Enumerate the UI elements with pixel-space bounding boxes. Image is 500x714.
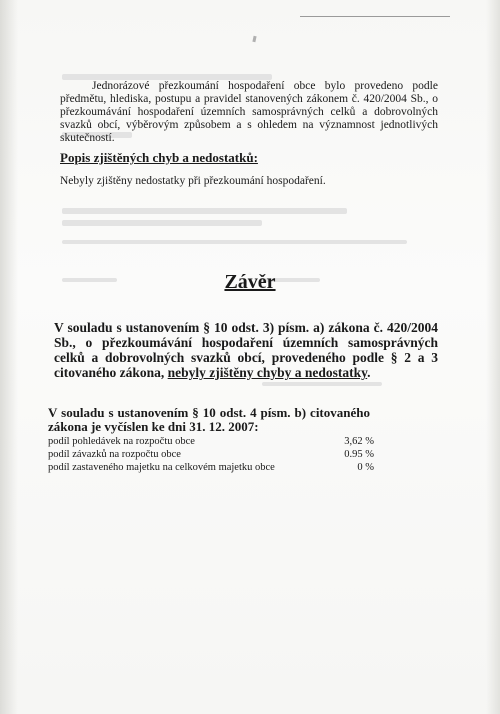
errors-section-text: Nebyly zjištěny nedostatky při přezkoumání hospodaření. bbox=[60, 175, 326, 187]
indicator-row bbox=[48, 462, 374, 473]
intro-paragraph: Jednorázové přezkoumání hospodaření obce bylo provedeno podle předmětu, hlediska, postupu a pravidel stanovených zákonem č. 420/2004 Sb., o přezkoumávání hospodaření územních samosprávných celků a dobrovolných svazků obcí, výběrovým způsobem a s ohledem na významnost jednotlivých skutečností. bbox=[60, 80, 438, 144]
indicator-value: 0 % bbox=[357, 462, 374, 473]
bleed-through-mark bbox=[62, 240, 407, 244]
conclusion-heading: Závěr bbox=[224, 271, 276, 293]
indicator-value: 3,62 % bbox=[344, 436, 374, 447]
indicator-row bbox=[48, 436, 374, 447]
bleed-through-mark bbox=[262, 382, 382, 386]
conclusion-paragraph bbox=[54, 320, 438, 380]
conclusion-paragraph-end: . bbox=[367, 365, 371, 380]
conclusion-result-underlined: nebyly zjištěny chyby a nedostatky bbox=[167, 365, 368, 380]
bleed-through-mark bbox=[62, 208, 347, 214]
indicator-label: podíl pohledávek na rozpočtu obce bbox=[48, 436, 195, 447]
conclusion-paragraph-lead: V souladu s ustanovením § 10 odst. 3) písm. a) zákona č. 420/2004 Sb., o přezkoumávání hospodaření územních samosprávných celků a dobrovolných svazků obcí, provedeného podle § 2 a 3 citovaného zákona, bbox=[54, 320, 438, 380]
indicator-label: podíl závazků na rozpočtu obce bbox=[48, 449, 181, 460]
bleed-through-mark bbox=[62, 220, 262, 226]
indicator-row bbox=[48, 449, 374, 460]
scan-shadow-right bbox=[486, 0, 500, 714]
scan-speck bbox=[252, 36, 256, 42]
errors-section-heading: Popis zjištěných chyb a nedostatků: bbox=[60, 150, 258, 165]
scan-shadow-left bbox=[0, 0, 18, 714]
indicator-value: 0.95 % bbox=[344, 449, 374, 460]
top-rule-line bbox=[300, 16, 450, 17]
indicator-label: podíl zastaveného majetku na celkovém majetku obce bbox=[48, 462, 275, 473]
indicators-heading: V souladu s ustanovením § 10 odst. 4 písm. b) citovaného zákona je vyčíslen ke dni 31. 12. 2007: bbox=[48, 405, 370, 434]
